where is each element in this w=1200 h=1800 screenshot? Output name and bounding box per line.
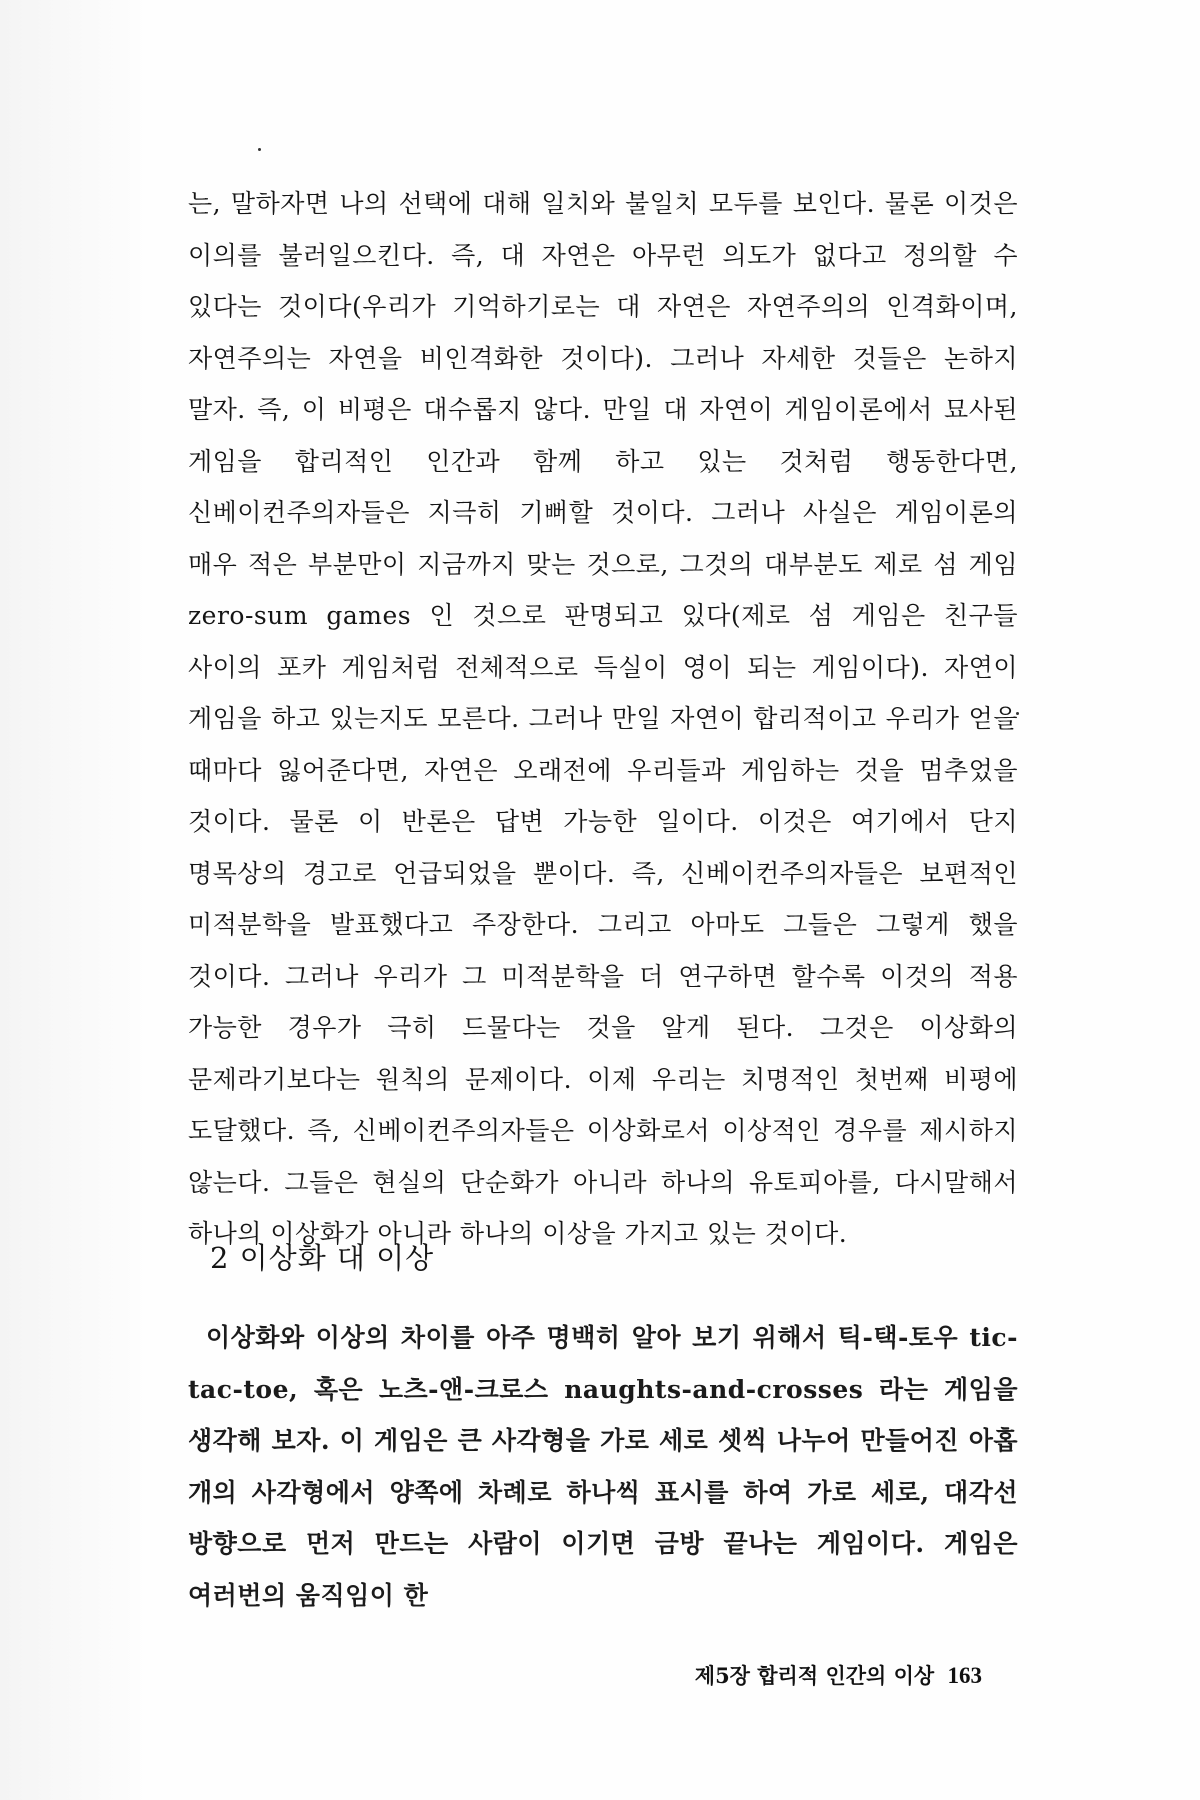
- page-footer: [695, 1660, 982, 1690]
- section-heading: [210, 1238, 434, 1278]
- paragraph: 이상화와 이상의 차이를 아주 명백히 알아 보기 위해서 틱-택-토우 tic-tac-toe, 혹은 노츠-앤-크로스 naughts-and-crosses 라는 게임을 생각해 보자. 이 게임은 큰 사각형을 가로 세로 셋씩 나누어 만들어진 아홉 개의 사각형에서 양쪽에 차례로 하나씩 표시를 하여 가로 세로, 대각선 방향으로 먼저 만드는 사람이 이기면 금방 끝나는 게임이다. 게임은 여러번의 움직임이 한: [188, 1323, 1018, 1610]
- page-number: 163: [947, 1663, 982, 1688]
- running-footer-chapter: 제5장 합리적 인간의 이상: [694, 1663, 935, 1688]
- section-title: 이상화 대 이상: [239, 1241, 435, 1275]
- scan-speck: [258, 148, 261, 151]
- paragraph: 는, 말하자면 나의 선택에 대해 일치와 불일치 모두를 보인다. 물론 이것은 이의를 불러일으킨다. 즉, 대 자연은 아무런 의도가 없다고 정의할 수 있다는 것이다(우리가 기억하기로는 대 자연은 자연주의의 인격화이며, 자연주의는 자연을 비인격화한 것이다). 그러나 자세한 것들은 논하지 말자. 즉, 이 비평은 대수롭지 않다. 만일 대 자연이 게임이론에서 묘사된 게임을 합리적인 인간과 함께 하고 있는 것처럼 행동한다면, 신베이컨주의자들은 지극히 기뻐할 것이다. 그러나 사실은 게임이론의 매우 적은 부분만이 지금까지 맞는 것으로, 그것의 대부분도 제로 섬 게임 zero-sum games 인 것으로 판명되고 있다(제로 섬 게임은 친구들 사이의 포카 게임처럼 전체적으로 득실이 영이 되는 게임이다). 자연이 게임을 하고 있는지도 모른다. 그러나 만일 자연이 합리적이고 우리가 얻을 때마다 잃어준다면, 자연은 오래전에 우리들과 게임하는 것을 멈추었을 것이다. 물론 이 반론은 답변 가능한 일이다. 이것은 여기에서 단지 명목상의 경고로 언급되었을 뿐이다. 즉, 신베이컨주의자들은 보편적인 미적분학을 발표했다고 주장한다. 그리고 아마도 그들은 그렇게 했을 것이다. 그러나 우리가 그 미적분학을 더 연구하면 할수록 이것의 적용 가능한 경우가 극히 드물다는 것을 알게 된다. 그것은 이상화의 문제라기보다는 원칙의 문제이다. 이제 우리는 치명적인 첫번째 비평에 도달했다. 즉, 신베이컨주의자들은 이상화로서 이상적인 경우를 제시하지 않는다. 그들은 현실의 단순화가 아니라 하나의 유토피아를, 다시말해서 하나의 이상화가 아니라 하나의 이상을 가지고 있는 것이다.: [188, 189, 1018, 1248]
- section-number: 2: [210, 1241, 230, 1275]
- scan-shadow: [0, 0, 150, 1800]
- body-text-top: [188, 178, 1018, 1260]
- body-text-bottom: [188, 1312, 1018, 1621]
